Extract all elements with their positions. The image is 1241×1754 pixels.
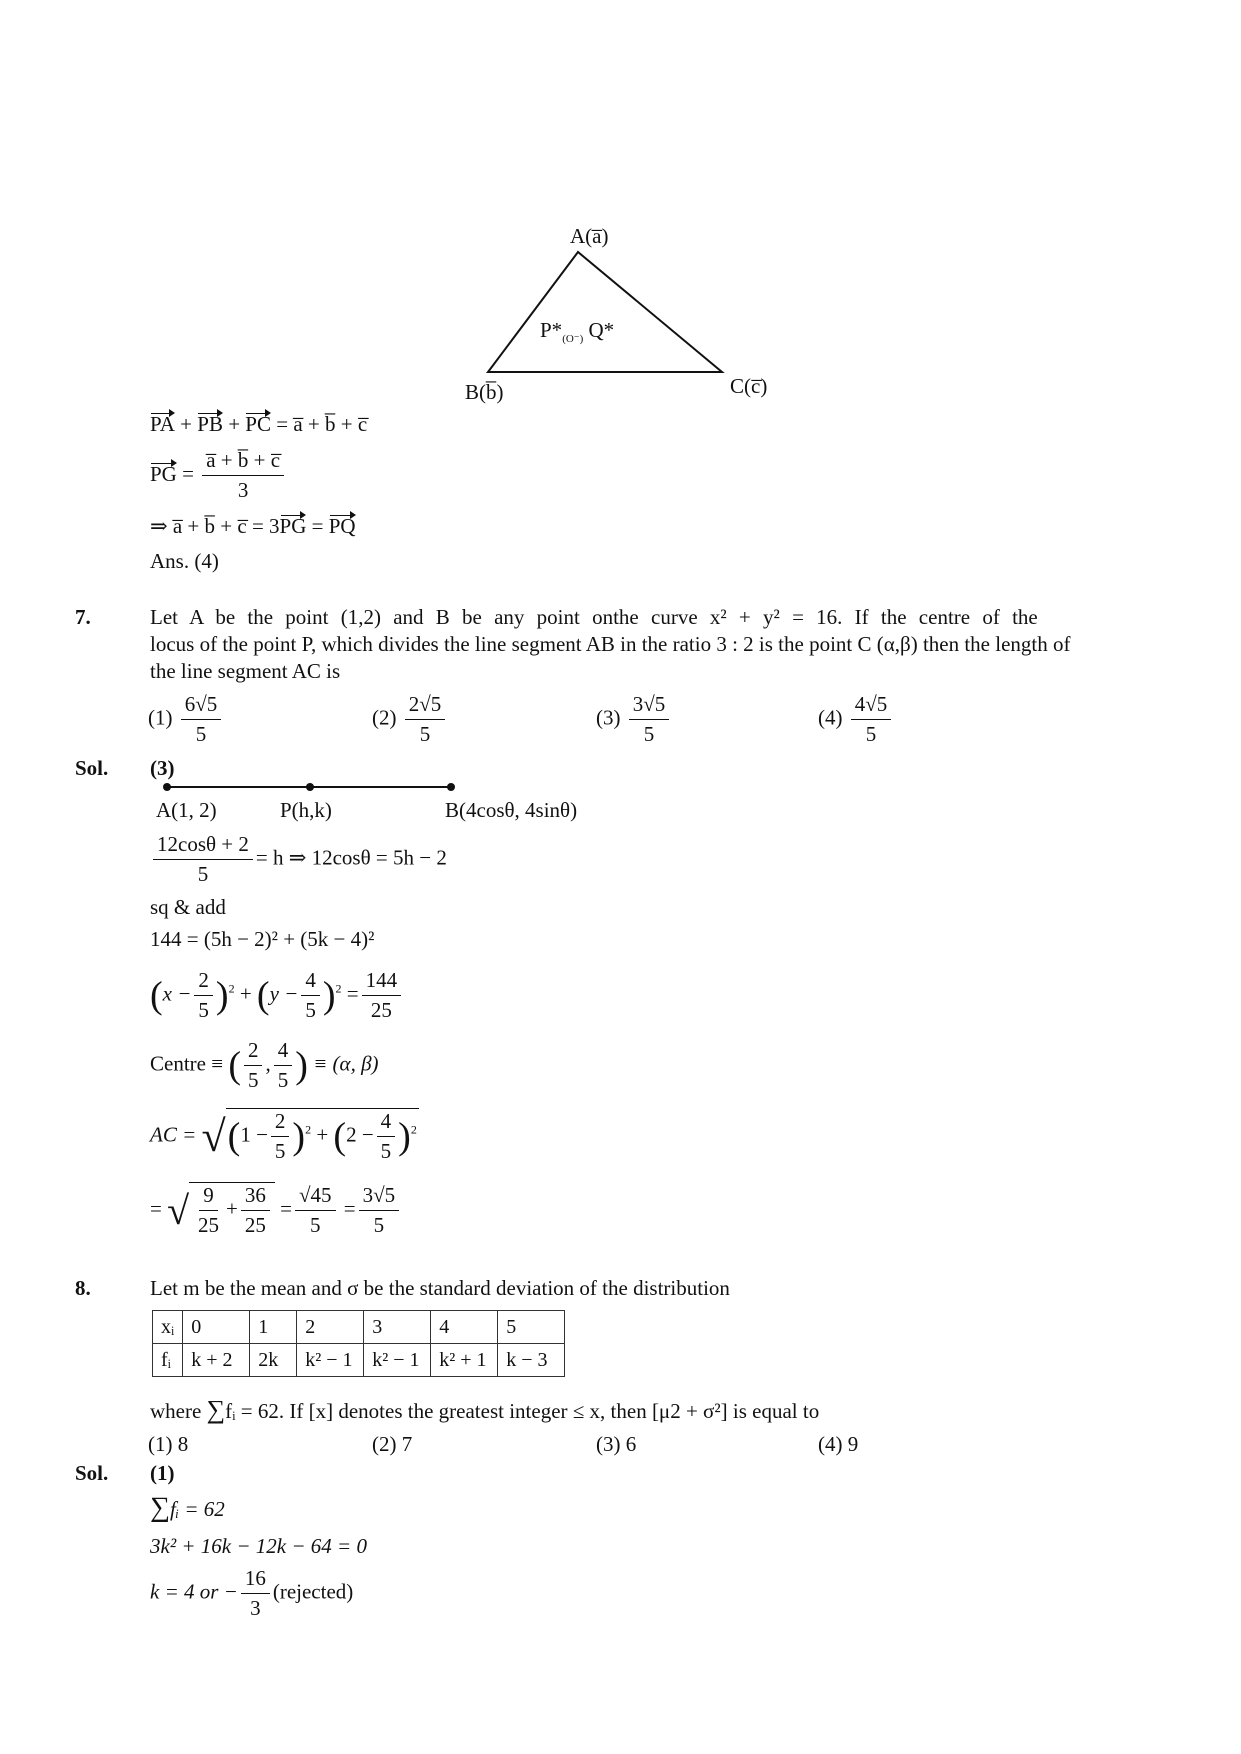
sol7-circle-equation: (x − $\frac{2}{5}$ )$^2$ + (y − $\frac{4}{5}$ )$^2$ = $\frac{144}{25}$ bbox=[150, 968, 404, 1023]
sol8-answer: (1) bbox=[150, 1461, 175, 1485]
sol7-answer: (3) bbox=[150, 756, 175, 780]
table-cell: 0 bbox=[183, 1311, 250, 1344]
triangle-diagram bbox=[470, 240, 770, 400]
table-cell: k − 3 bbox=[498, 1344, 565, 1377]
q6-vector-sum: PA + PB + PC = a̅ + b̅ + c̅ bbox=[150, 412, 368, 436]
sol7-ac-result: = √ $\frac{9}{25}$ + $\frac{36}{25}$ = $\frac{√45}{5}$ = $\frac{3√5}{5}$ bbox=[150, 1182, 402, 1238]
q7-text-line-2: locus of the point P, which divides the line segment AB in the ratio 3 : 2 is the point C (α,β) then the length of bbox=[150, 632, 1071, 656]
q6-answer: Ans. (4) bbox=[150, 549, 219, 573]
table-cell: fᵢ bbox=[153, 1344, 183, 1377]
table-cell: 1 bbox=[250, 1311, 297, 1344]
triangle-abc bbox=[488, 252, 722, 372]
sol8-eq1: ∑fᵢ = 62 bbox=[150, 1492, 225, 1523]
table-cell: k² − 1 bbox=[364, 1344, 431, 1377]
q8-option-1: (1) 8 bbox=[148, 1432, 189, 1456]
sol8-label: Sol. bbox=[75, 1461, 109, 1485]
point-a-dot bbox=[163, 783, 171, 791]
point-p-dot bbox=[306, 783, 314, 791]
point-a-label: A(1, 2) bbox=[156, 798, 217, 822]
q6-pg-equation: PG = $\frac{a̅ + b̅ + c̅}{3}$ bbox=[150, 448, 287, 503]
q8-option-4: (4) 9 bbox=[818, 1432, 859, 1456]
table-cell: 5 bbox=[498, 1311, 565, 1344]
q8-option-2: (2) 7 bbox=[372, 1432, 413, 1456]
sol7-centre: Centre ≡ ( $\frac{2}{5}$ , $\frac{4}{5}$ ) ≡ (α, β) bbox=[150, 1038, 379, 1093]
q7-option-1: (1) $\frac{6√5}{5}$ bbox=[148, 692, 224, 747]
table-cell: k² + 1 bbox=[431, 1344, 498, 1377]
sol7-label: Sol. bbox=[75, 756, 109, 780]
point-b-label-seg: B(4cosθ, 4sinθ) bbox=[445, 798, 578, 822]
table-row bbox=[153, 1311, 565, 1344]
table-cell: xᵢ bbox=[153, 1311, 183, 1344]
vertex-a-label: A(a̅) bbox=[570, 224, 609, 248]
point-q-label: Q* bbox=[588, 318, 615, 342]
table-cell: 3 bbox=[364, 1311, 431, 1344]
q7-option-3: (3) $\frac{3√5}{5}$ bbox=[596, 692, 672, 747]
q7-text-line-3: the line segment AC is bbox=[150, 659, 341, 683]
q6-conclusion: ⇒ a̅ + b̅ + c̅ = 3PG = PQ bbox=[150, 514, 356, 538]
sol7-eq1: 144 = (5h − 2)² + (5k − 4)² bbox=[150, 927, 375, 951]
sol7-section-formula: $\frac{12\cos\theta + 2}{5}$ = h ⇒ 12cosθ = 5h − 2 bbox=[150, 832, 447, 887]
vertex-c-label: C(c̅) bbox=[730, 374, 768, 398]
distribution-table bbox=[152, 1310, 565, 1377]
q8-text-line-1: Let m be the mean and σ be the standard deviation of the distribution bbox=[150, 1276, 730, 1300]
table-cell: 2 bbox=[297, 1311, 364, 1344]
q7-text-line-1: Let A be the point (1,2) and B be any point onthe curve x² + y² = 16. If the centre of the bbox=[150, 605, 1038, 629]
sol7-ac-distance: AC = √(1 − $\frac{2}{5}$ )$^2$ + (2 − $\frac{4}{5}$ )$^2$ bbox=[150, 1109, 417, 1164]
vertex-b-label: B(b̅) bbox=[465, 380, 504, 404]
table-row bbox=[153, 1344, 565, 1377]
segment-apb bbox=[160, 780, 460, 794]
q8-text-line-2: where ∑fᵢ = 62. If [x] denotes the greatest integer ≤ x, then [μ2 + σ²] is equal to bbox=[150, 1395, 820, 1424]
sol8-eq2: 3k² + 16k − 12k − 64 = 0 bbox=[150, 1534, 367, 1558]
q7-option-4: (4) $\frac{4√5}{5}$ bbox=[818, 692, 894, 747]
point-p-label: $P*_{(O^-)}$ Q* bbox=[540, 318, 615, 346]
point-b-dot bbox=[447, 783, 455, 791]
q7-option-2: (2) $\frac{2√5}{5}$ bbox=[372, 692, 448, 747]
point-p-label-seg: P(h,k) bbox=[280, 798, 332, 822]
table-cell: k² − 1 bbox=[297, 1344, 364, 1377]
sol7-sq-add: sq & add bbox=[150, 895, 226, 919]
table-cell: 2k bbox=[250, 1344, 297, 1377]
table-cell: k + 2 bbox=[183, 1344, 250, 1377]
q8-option-3: (3) 6 bbox=[596, 1432, 637, 1456]
q8-number: 8. bbox=[75, 1276, 91, 1300]
q7-number: 7. bbox=[75, 605, 91, 629]
sol8-eq3: k = 4 or − $\frac{16}{3}$ (rejected) bbox=[150, 1566, 354, 1621]
table-cell: 4 bbox=[431, 1311, 498, 1344]
